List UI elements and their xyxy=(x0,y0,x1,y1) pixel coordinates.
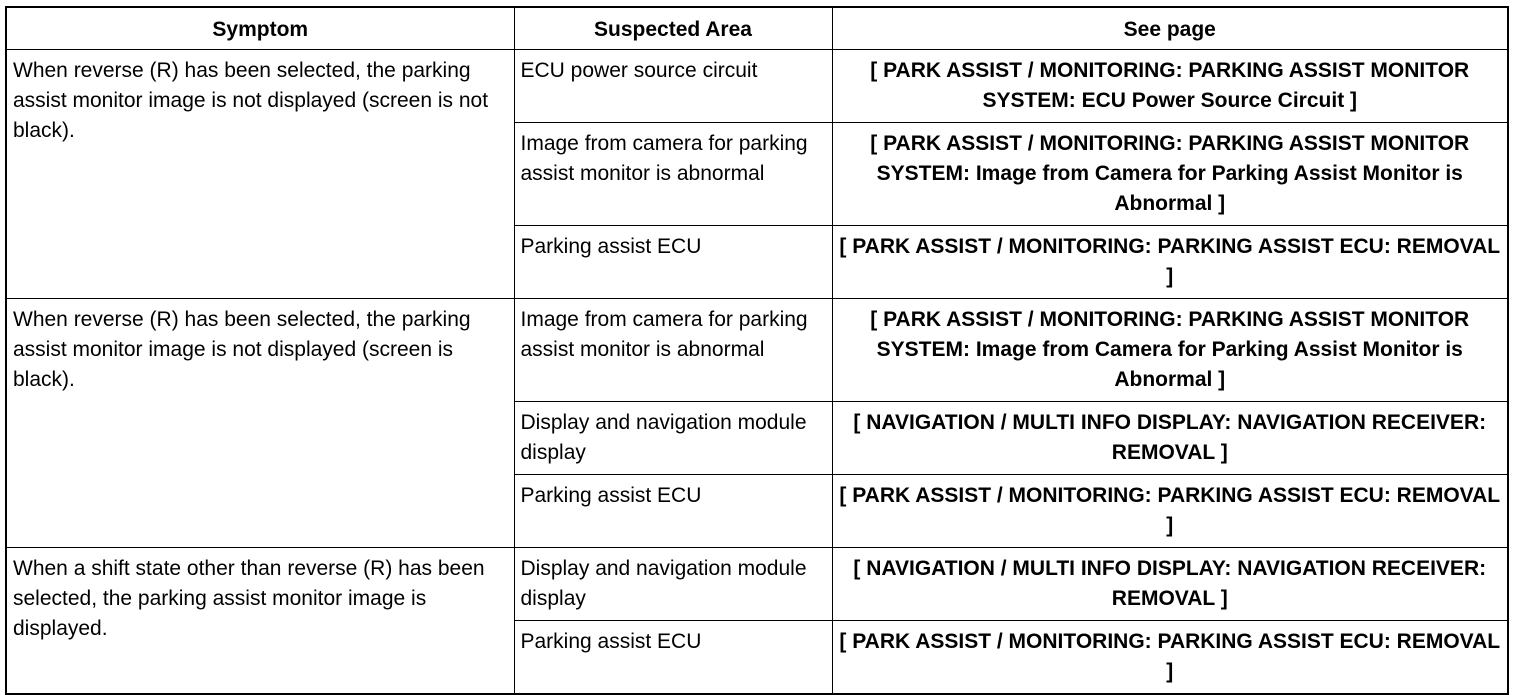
see-page-link[interactable]: [ PARK ASSIST / MONITORING: PARKING ASSIST MONITOR SYSTEM: Image from Camera for Parking Assist Monitor is Abnormal ] xyxy=(832,299,1508,402)
see-page-link[interactable]: [ PARK ASSIST / MONITORING: PARKING ASSIST ECU: REMOVAL ] xyxy=(832,475,1508,548)
suspected-area-cell: Parking assist ECU xyxy=(514,475,832,548)
suspected-area-cell: Display and navigation module display xyxy=(514,402,832,475)
symptom-table xyxy=(5,6,1509,695)
table-row xyxy=(6,299,1508,402)
suspected-area-cell: Display and navigation module display xyxy=(514,548,832,621)
suspected-area-cell: Image from camera for parking assist monitor is abnormal xyxy=(514,123,832,226)
see-page-link[interactable]: [ NAVIGATION / MULTI INFO DISPLAY: NAVIGATION RECEIVER: REMOVAL ] xyxy=(832,548,1508,621)
symptom-cell: When reverse (R) has been selected, the parking assist monitor image is not displayed (screen is not black). xyxy=(6,50,514,299)
see-page-link[interactable]: [ NAVIGATION / MULTI INFO DISPLAY: NAVIGATION RECEIVER: REMOVAL ] xyxy=(832,402,1508,475)
see-page-link[interactable]: [ PARK ASSIST / MONITORING: PARKING ASSIST MONITOR SYSTEM: ECU Power Source Circuit ] xyxy=(832,50,1508,123)
see-page-link[interactable]: [ PARK ASSIST / MONITORING: PARKING ASSIST ECU: REMOVAL ] xyxy=(832,621,1508,695)
see-page-link[interactable]: [ PARK ASSIST / MONITORING: PARKING ASSIST ECU: REMOVAL ] xyxy=(832,226,1508,299)
header-suspected-area: Suspected Area xyxy=(514,7,832,50)
see-page-link[interactable]: [ PARK ASSIST / MONITORING: PARKING ASSIST MONITOR SYSTEM: Image from Camera for Parking Assist Monitor is Abnormal ] xyxy=(832,123,1508,226)
suspected-area-cell: Image from camera for parking assist monitor is abnormal xyxy=(514,299,832,402)
table-row xyxy=(6,548,1508,621)
suspected-area-cell: Parking assist ECU xyxy=(514,226,832,299)
suspected-area-cell: ECU power source circuit xyxy=(514,50,832,123)
header-see-page: See page xyxy=(832,7,1508,50)
table-row xyxy=(6,50,1508,123)
symptom-cell: When a shift state other than reverse (R) has been selected, the parking assist monitor image is displayed. xyxy=(6,548,514,695)
header-row xyxy=(6,7,1508,50)
symptom-cell: When reverse (R) has been selected, the parking assist monitor image is not displayed (screen is black). xyxy=(6,299,514,548)
header-symptom: Symptom xyxy=(6,7,514,50)
suspected-area-cell: Parking assist ECU xyxy=(514,621,832,695)
